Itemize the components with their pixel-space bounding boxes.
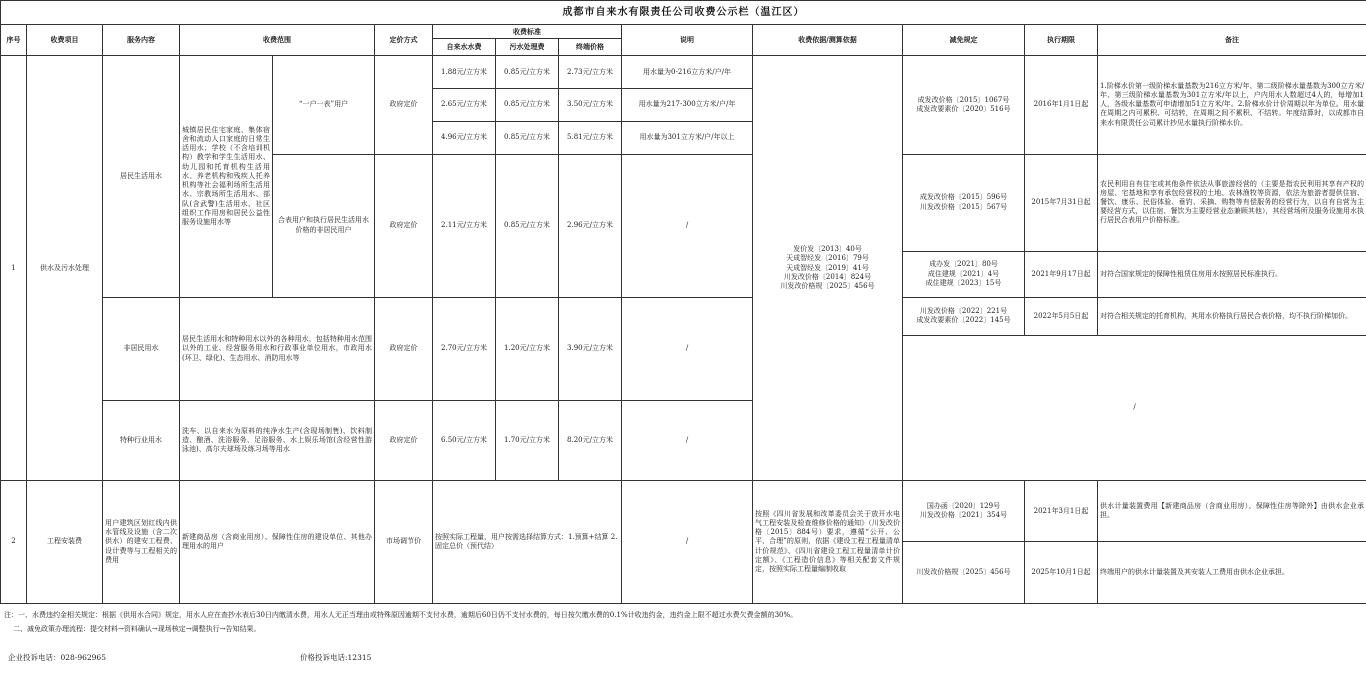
residential-pricing: 政府定价	[375, 56, 433, 154]
section2-standard: 按照实际工程量，用户按需选择结算方式：1.预算+结算 2.固定总价（预代结）	[433, 481, 622, 604]
shared-pricing: 政府定价	[375, 154, 433, 297]
nonresidential-pricing: 政府定价	[375, 297, 433, 400]
reduction-remark-1: 1.阶梯水价第一级阶梯水量基数为216立方米/年、第二级阶梯水量基数为300立方米/年、第三级阶梯水量基数为301立方米/年以上，户内用水人数超过4人的，每增加1人，各级水量基数可申请增加51立方米/年。2.阶梯水价计价周期以年为单位。用水量在周期之内可累积、可结转，在周期之间不累积、不结转。年度结算时，以成都市自来水有限责任公司累计抄见水量执行阶梯水价。	[1098, 56, 1366, 154]
reduction-period-5: 2021年3月1日起	[1025, 481, 1098, 542]
tier2-final: 3.50元/立方米	[559, 89, 622, 122]
rule-line: 成住建规〔2021〕4号	[927, 269, 1000, 278]
special-tap: 6.50元/立方米	[433, 401, 496, 481]
header-reduction: 减免规定	[903, 24, 1025, 56]
section2-service: 用户建筑区划红线内供水管线及设施（含二次供水）的建安工程费、设计费等与工程相关的费用	[103, 481, 180, 604]
tier2-sewage: 0.85元/立方米	[496, 89, 559, 122]
shared-final: 2.96元/立方米	[559, 154, 622, 297]
header-period: 执行期限	[1025, 24, 1098, 56]
section2-desc: /	[622, 481, 753, 604]
tier3-desc: 用水量为301立方米/户/年以上	[622, 121, 753, 154]
tier1-tap: 1.88元/立方米	[433, 56, 496, 89]
special-pricing: 政府定价	[375, 401, 433, 481]
reduction-remark-6: 终端用户的供水计量装置及其安装人工费用由供水企业承担。	[1098, 542, 1366, 604]
header-pricing: 定价方式	[375, 24, 433, 56]
reduction-rule-3	[903, 251, 1025, 297]
note-penalty: 注：一、水费违约金相关规定：根据《供用水合同》规定，用水人应在查抄水表后30日内缴清水费，用水人无正当理由或特殊原因逾期不支付水费，逾期后60日仍不支付水费的，每日按欠缴水费的0.1%计收违约金，违约金上限不超过水费欠费金额的30%。	[4, 611, 798, 619]
rule-line: 成发改要素价〔2020〕516号	[916, 104, 1011, 113]
tier3-tap: 4.96元/立方米	[433, 121, 496, 154]
special-final: 8.20元/立方米	[559, 401, 622, 481]
tier2-tap: 2.65元/立方米	[433, 89, 496, 122]
complaint-phones	[8, 652, 1008, 664]
header-sewage: 污水处理费	[496, 38, 559, 55]
nonresidential-sewage: 1.20元/立方米	[496, 297, 559, 400]
reduction-period-4: 2022年5月5日起	[1025, 297, 1098, 335]
basis-line: 天成智经发〔2016〕79号	[786, 254, 869, 263]
shared-tap: 2.11元/立方米	[433, 154, 496, 297]
basis-line: 川发改价格规〔2025〕456号	[780, 282, 875, 290]
nonresidential-tap: 2.70元/立方米	[433, 297, 496, 400]
note-process: 二、减免政策办理流程：提交材料→资料确认→现场核定→调整执行→告知结果。	[13, 625, 261, 633]
residential-scope: 城镇居民住宅家庭、集体宿舍和流动人口家庭的日常生活用水；学校（不含培训机构）教学和学生生活用水、幼儿园和托育机构生活用水、养老机构和残疾人托养机构等社会福利场所生活用水、宗教场所生活用水、部队(含武警)生活用水、社区组织工作用房和居民公益性服务设施用水等	[180, 56, 273, 298]
section2-item: 工程安装费	[27, 481, 103, 604]
section1-item: 供水及污水处理	[27, 56, 103, 481]
reduction-remark-3: 对符合国家规定的保障性租赁住房用水按照居民标准执行。	[1098, 251, 1366, 297]
header-basis: 收费依据/测算依据	[753, 24, 903, 56]
reduction-rule-6: 川发改价格规〔2025〕456号	[903, 542, 1025, 604]
reduction-rule-5	[903, 481, 1025, 542]
reduction-period-2: 2015年7月31日起	[1025, 154, 1098, 251]
reduction-remark-5: 供水计量装置费用【新建商品房（含商业用房）、保障性住房等除外】由供水企业承担。	[1098, 481, 1366, 542]
basis-line: 发价发〔2013〕40号	[793, 245, 862, 254]
rule-line: 成发改要素价〔2022〕145号	[916, 316, 1011, 325]
rule-line: 川发改价格〔2022〕221号	[919, 307, 1008, 316]
tier1-desc: 用水量为0-216立方米/户/年	[622, 56, 753, 89]
section1-seq: 1	[1, 56, 27, 481]
nonresidential-desc: /	[622, 297, 753, 400]
header-tap: 自来水水费	[433, 38, 496, 55]
reduction-period-6: 2025年10月1日起	[1025, 542, 1098, 604]
tier3-sewage: 0.85元/立方米	[496, 121, 559, 154]
section2-basis: 按照《四川省发展和改革委员会关于放开水电气工程安装及检查维修价格的通知》（川发改价格〔2015〕884号）要求，遵循“公开、公平、合理”的原则，依据《建设工程工程量清单计价规范》、《四川省建设工程工程量清单计价定额》、《工程造价信息》等相关配套文件规定，按照实际工程量编制收取	[753, 481, 903, 604]
nonresidential-service: 非居民用水	[103, 297, 180, 400]
section2-scope: 新建商品房（含商业用房）、保障性住房的建设单位、其他办理用水的用户	[180, 481, 375, 604]
reduction-rule-1	[903, 56, 1025, 154]
rule-line: 国办函〔2020〕129号	[926, 502, 1001, 511]
header-item: 收费项目	[27, 24, 103, 56]
basis-line: 川发改价格〔2014〕824号	[783, 272, 872, 281]
rule-line: 成发改价格〔2015〕1067号	[917, 95, 1010, 104]
header-scope: 收费范围	[180, 24, 375, 56]
section1-basis	[753, 56, 903, 481]
special-service: 特种行业用水	[103, 401, 180, 481]
reduction-period-1: 2016年1月1日起	[1025, 56, 1098, 154]
one-meter-user: “一户一表”用户	[273, 56, 375, 154]
reduction-rule-4	[903, 297, 1025, 335]
enterprise-phone: 企业投诉电话：028-962965	[8, 653, 106, 662]
nonresidential-final: 3.90元/立方米	[559, 297, 622, 400]
page-title: 成都市自来水有限责任公司收费公示栏（温江区）	[1, 1, 1366, 25]
tier1-final: 2.73元/立方米	[559, 56, 622, 89]
rule-line: 川发改价格〔2021〕354号	[919, 511, 1008, 520]
tier2-desc: 用水量为217-300立方米/户/年	[622, 89, 753, 122]
shared-sewage: 0.85元/立方米	[496, 154, 559, 297]
shared-desc: /	[622, 154, 753, 297]
reduction-rule-2	[903, 154, 1025, 251]
price-phone: 价格投诉电话:12315	[300, 653, 372, 662]
header-final: 终端价格	[559, 38, 622, 55]
shared-meter-user: 合表用户和执行居民生活用水价格的非居民用户	[273, 154, 375, 297]
reduction-remark-2: 农民利用自有住宅或其他条件依法从事旅游经营的（主要是指农民利用其享有产权的房屋、宅基地和享有承包经营权的土地、农林渔牧等资源，依法为旅游者提供住宿、餐饮、康乐、民俗体验、垂钓、采摘、购物等有偿服务的经营行为，以自有自营为主要经营方式，以住宿、餐饮为主要经营业态兼顾其他），其经营场所及服务设施用水执行居民合表用户价格标准。	[1098, 154, 1366, 251]
section2-seq: 2	[1, 481, 27, 604]
header-desc: 说明	[622, 24, 753, 56]
section2-pricing: 市场调节价	[375, 481, 433, 604]
special-desc: /	[622, 401, 753, 481]
tier3-final: 5.81元/立方米	[559, 121, 622, 154]
reduction-remark-4: 对符合相关规定的托育机构，其用水价格执行居民合表价格，均不执行阶梯加价。	[1098, 297, 1366, 335]
special-sewage: 1.70元/立方米	[496, 401, 559, 481]
rule-line: 成发改价格〔2015〕596号	[919, 193, 1008, 202]
special-scope: 洗车、以自来水为原料的纯净水生产(含现场制售)、饮料制造、酿酒、洗浴服务、足浴服务、水上娱乐场馆(含经营性游泳池)、高尔夫球场及练习场等用水	[180, 401, 375, 481]
rule-line: 成住建规〔2023〕15号	[925, 278, 1002, 287]
header-seq: 序号	[1, 24, 27, 56]
header-remark: 备注	[1098, 24, 1366, 56]
reduction-period-3: 2021年9月17日起	[1025, 251, 1098, 297]
header-standard: 收费标准	[433, 24, 622, 38]
rule-line: 川发改价格〔2015〕567号	[919, 202, 1008, 211]
header-service: 服务内容	[103, 24, 180, 56]
basis-line: 天成智经发〔2019〕41号	[786, 263, 869, 272]
notes-block	[4, 608, 1362, 636]
tier1-sewage: 0.85元/立方米	[496, 56, 559, 89]
residential-service: 居民生活用水	[103, 56, 180, 298]
rule-line: 成办发〔2021〕80号	[929, 260, 998, 269]
section1-lower-empty: /	[903, 335, 1366, 480]
nonresidential-scope: 居民生活用水和特种用水以外的各种用水，包括特种用水范围以外的工业、经营服务用水和行政事业单位用水，市政用水(环卫、绿化)、生态用水、消防用水等	[180, 297, 375, 400]
